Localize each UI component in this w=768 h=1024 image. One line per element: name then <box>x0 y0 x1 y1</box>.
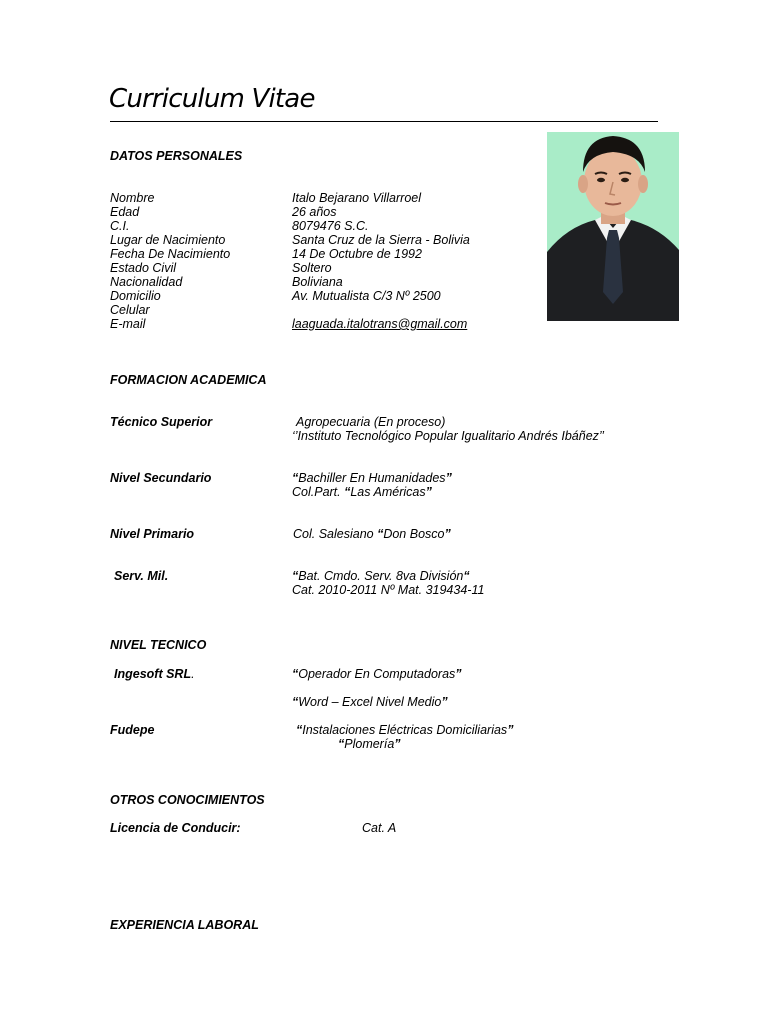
quote-open: “ <box>292 667 299 681</box>
ingesoft-course2-text: Word – Excel Nivel Medio <box>298 695 442 709</box>
profile-photo <box>547 132 679 321</box>
servmil-unit: Bat. Cmdo. Serv. 8va División <box>298 569 464 583</box>
label-estado-civil: Estado Civil <box>110 261 176 275</box>
quote-close: ” <box>394 737 401 751</box>
quote-open: “ <box>377 527 384 541</box>
label-edad: Edad <box>110 205 140 219</box>
quote-close: ” <box>444 527 451 541</box>
technical-ingesoft-course1 <box>292 667 462 681</box>
other-license-label: Licencia de Conducir: <box>110 821 241 835</box>
value-fecha-nacimiento: 14 De Octubre de 1992 <box>292 247 422 261</box>
secundario-degree: Bachiller En Humanidades <box>298 471 446 485</box>
quote-close: ” <box>445 471 452 485</box>
value-nombre: Italo Bejarano Villarroel <box>292 191 422 205</box>
label-nombre: Nombre <box>110 191 155 205</box>
academic-secundario-line1 <box>292 471 452 485</box>
academic-secundario-line2 <box>292 485 432 499</box>
academic-primario-label: Nivel Primario <box>110 527 195 541</box>
title-divider <box>110 121 658 122</box>
quote-open: “ <box>338 737 345 751</box>
value-estado-civil: Soltero <box>292 261 332 275</box>
quote-open: “ <box>292 695 299 709</box>
ingesoft-dot: . <box>191 667 195 681</box>
section-other-heading: OTROS CONOCIMIENTOS <box>110 793 265 807</box>
other-license-value: Cat. A <box>362 821 397 835</box>
label-lugar-nacimiento: Lugar de Nacimiento <box>110 233 226 247</box>
label-domicilio: Domicilio <box>110 289 161 303</box>
value-lugar-nacimiento: Santa Cruz de la Sierra - Bolivia <box>292 233 470 247</box>
quote-close: ” <box>441 695 448 709</box>
primario-school-name: Don Bosco <box>383 527 445 541</box>
value-edad: 26 años <box>292 205 337 219</box>
document-title: Curriculum Vitae <box>109 84 315 114</box>
academic-servmil-line1 <box>292 569 470 583</box>
fudepe-course1-text: Instalaciones Eléctricas Domiciliarias <box>302 723 508 737</box>
academic-primario-line <box>293 527 451 541</box>
label-email: E-mail <box>110 317 146 331</box>
quote-open: “ <box>292 471 299 485</box>
technical-fudepe-course1 <box>296 723 513 737</box>
section-academic-heading: FORMACION ACADEMICA <box>110 373 267 387</box>
ingesoft-course1-text: Operador En Computadoras <box>298 667 456 681</box>
academic-secundario-label: Nivel Secundario <box>110 471 212 485</box>
quote-open: “ <box>344 485 351 499</box>
quote-close: ” <box>507 723 514 737</box>
ingesoft-name: Ingesoft SRL <box>114 667 192 681</box>
technical-ingesoft-course2 <box>292 695 448 709</box>
value-domicilio: Av. Mutualista C/3 Nº 2500 <box>292 289 441 303</box>
section-technical-heading: NIVEL TECNICO <box>110 638 207 652</box>
technical-fudepe-label: Fudepe <box>110 723 155 737</box>
academic-servmil-label: Serv. Mil. <box>114 569 169 583</box>
value-email-link[interactable]: laaguada.italotrans@gmail.com <box>292 317 468 331</box>
academic-tecnico-line1: Agropecuaria (En proceso) <box>296 415 446 429</box>
technical-fudepe-course2 <box>338 737 401 751</box>
profile-photo-image <box>547 132 679 321</box>
label-ci: C.I. <box>110 219 130 233</box>
quote-open: “ <box>463 569 470 583</box>
label-fecha-nacimiento: Fecha De Nacimiento <box>110 247 231 261</box>
fudepe-course2-text: Plomería <box>344 737 395 751</box>
quote-close: ” <box>425 485 432 499</box>
secundario-school-name: Las Américas <box>350 485 426 499</box>
academic-tecnico-label: Técnico Superior <box>110 415 213 429</box>
section-experience-heading: EXPERIENCIA LABORAL <box>110 918 259 932</box>
academic-servmil-line2: Cat. 2010-2011 Nº Mat. 319434-11 <box>292 583 485 597</box>
quote-close: ” <box>455 667 462 681</box>
secundario-school-prefix: Col.Part. <box>292 485 345 499</box>
academic-tecnico-line2: ‘’Instituto Tecnológico Popular Igualitario Andrés Ibáñez’’ <box>292 429 604 443</box>
technical-ingesoft-label <box>114 667 195 681</box>
value-nacionalidad: Boliviana <box>292 275 343 289</box>
label-nacionalidad: Nacionalidad <box>110 275 183 289</box>
section-personal-heading: DATOS PERSONALES <box>110 149 243 163</box>
value-ci: 8079476 S.C. <box>292 219 369 233</box>
quote-open: “ <box>296 723 303 737</box>
quote-open: “ <box>292 569 299 583</box>
label-celular: Celular <box>110 303 150 317</box>
primario-school-prefix: Col. Salesiano <box>293 527 378 541</box>
